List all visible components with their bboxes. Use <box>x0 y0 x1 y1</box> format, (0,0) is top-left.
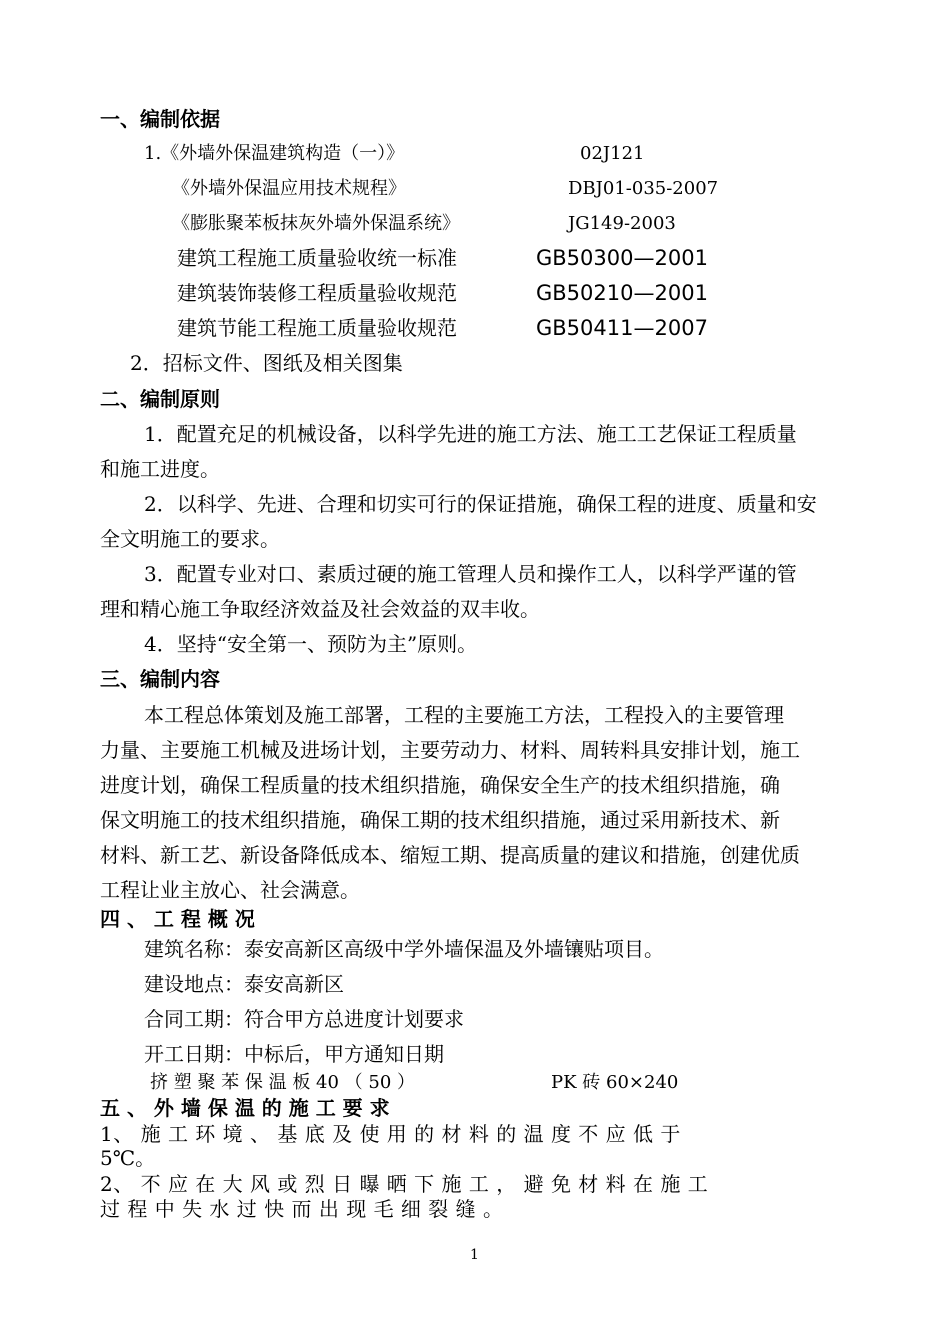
principle-line: 1．配置充足的机械设备，以科学先进的施工方法、施工工艺保证工程质量 <box>144 422 797 446</box>
overview-line: 建筑名称：泰安高新区高级中学外墙保温及外墙镶贴项目。 <box>144 937 664 961</box>
principle-line: 和施工进度。 <box>100 457 220 481</box>
overview-line: 合同工期：符合甲方总进度计划要求 <box>144 1007 464 1031</box>
overview-line: 开工日期：中标后，甲方通知日期 <box>144 1042 444 1066</box>
ref-5-name: 建筑装饰装修工程质量验收规范 <box>177 281 457 305</box>
ref-6-code: GB50411—2007 <box>536 316 708 340</box>
ref-4-code: GB50300—2001 <box>536 246 708 270</box>
principle-line: 理和精心施工争取经济效益及社会效益的双丰收。 <box>100 597 540 621</box>
ref-3-name: 《膨胀聚苯板抹灰外墙外保温系统》 <box>172 213 460 234</box>
ref-3-code: JG149-2003 <box>568 213 676 234</box>
principle-line: 2．以科学、先进、合理和切实可行的保证措施，确保工程的进度、质量和安 <box>144 492 817 516</box>
material-insulation: 挤 塑 聚 苯 保 温 板 40 （ 50 ） <box>150 1072 416 1093</box>
principle-line: 3．配置专业对口、素质过硬的施工管理人员和操作工人，以科学严谨的管 <box>144 562 797 586</box>
ref-5-code: GB50210—2001 <box>536 281 708 305</box>
ref-1-name: 1.《外墙外保温建筑构造（一）》 <box>144 143 405 164</box>
content-line: 进度计划，确保工程质量的技术组织措施，确保安全生产的技术组织措施，确 <box>100 773 780 797</box>
content-line: 本工程总体策划及施工部署，工程的主要施工方法，工程投入的主要管理 <box>144 703 784 727</box>
requirement-line: 1、 施 工 环 境 、 基 底 及 使 用 的 材 料 的 温 度 不 应 低 于 <box>100 1122 681 1146</box>
content-line: 保文明施工的技术组织措施，确保工期的技术组织措施，通过采用新技术、新 <box>100 808 780 832</box>
principle-line: 全文明施工的要求。 <box>100 527 280 551</box>
ref-6-name: 建筑节能工程施工质量验收规范 <box>177 316 457 340</box>
page-number: 1 <box>470 1247 479 1263</box>
section5-title: 五 、 外 墙 保 温 的 施 工 要 求 <box>100 1096 390 1120</box>
principle-line: 4．坚持“安全第一、预防为主”原则。 <box>144 632 478 656</box>
ref-2-name: 《外墙外保温应用技术规程》 <box>172 178 406 199</box>
requirement-line: 5℃。 <box>100 1146 156 1170</box>
section1-item2: 2．招标文件、图纸及相关图集 <box>130 351 403 375</box>
content-line: 工程让业主放心、社会满意。 <box>100 878 360 902</box>
section2-title: 二、编制原则 <box>100 387 220 411</box>
requirement-line: 过 程 中 失 水 过 快 而 出 现 毛 细 裂 缝 。 <box>100 1197 504 1221</box>
ref-2-code: DBJ01-035-2007 <box>568 178 719 199</box>
content-line: 材料、新工艺、新设备降低成本、缩短工期、提高质量的建议和措施，创建优质 <box>100 843 800 867</box>
material-tile: PK 砖 60×240 <box>551 1072 679 1093</box>
section3-title: 三、编制内容 <box>100 667 220 691</box>
ref-4-name: 建筑工程施工质量验收统一标准 <box>177 246 457 270</box>
content-line: 力量、主要施工机械及进场计划，主要劳动力、材料、周转料具安排计划，施工 <box>100 738 800 762</box>
ref-1-code: 02J121 <box>580 143 645 164</box>
section4-title: 四 、 工 程 概 况 <box>100 907 255 931</box>
section1-title: 一、编制依据 <box>100 107 220 131</box>
overview-line: 建设地点：泰安高新区 <box>144 972 344 996</box>
requirement-line: 2、 不 应 在 大 风 或 烈 日 曝 晒 下 施 工 ， 避 免 材 料 在 施 工 <box>100 1172 709 1196</box>
